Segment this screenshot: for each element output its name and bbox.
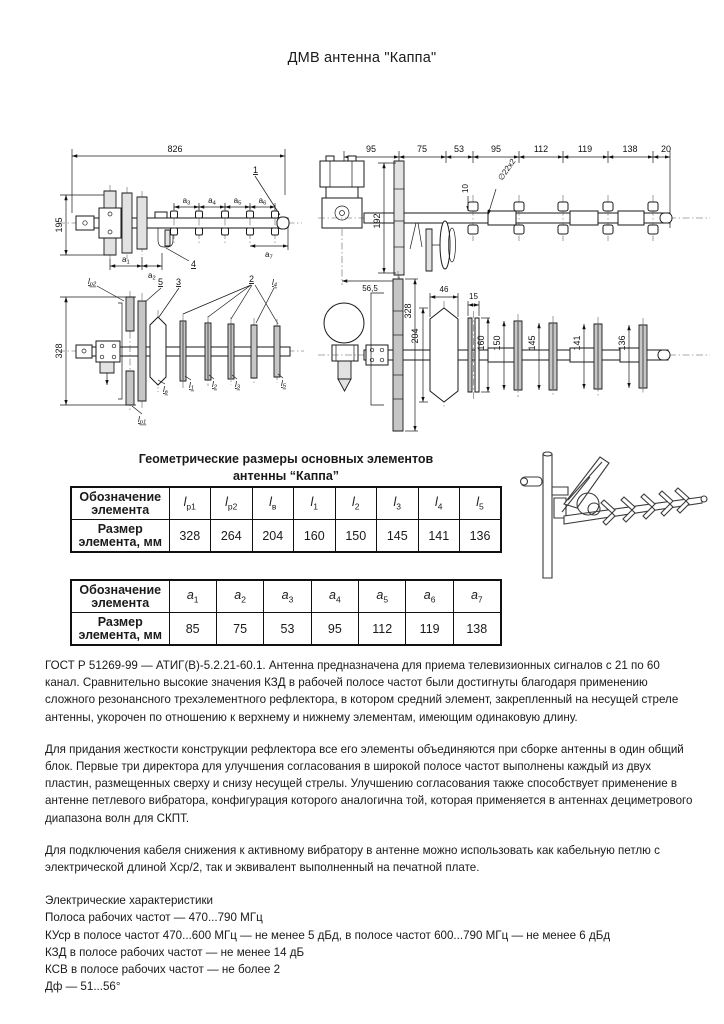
- callout-5: 5: [158, 277, 164, 287]
- dim-spacing: 75: [416, 144, 428, 154]
- element-symbol: $l_1$: [294, 487, 336, 520]
- label-l4: $l_4$: [272, 278, 278, 289]
- dim-length: 141: [572, 335, 582, 351]
- dim-a1-label: $а_1$: [122, 255, 130, 266]
- size-value: 328: [169, 520, 211, 553]
- antenna-perspective-sketch: [512, 440, 717, 585]
- size-value: 264: [211, 520, 253, 553]
- label-l5: $l_5$: [281, 379, 287, 390]
- label-lp2: $l_{р2}$: [88, 277, 97, 288]
- table-element-lengths: [70, 486, 502, 553]
- size-value: 160: [294, 520, 336, 553]
- element-symbol: $l_в$: [252, 487, 294, 520]
- table-element-spacings: [70, 579, 502, 646]
- dim-offset: 56,5: [362, 284, 378, 293]
- element-symbol: $l_3$: [377, 487, 419, 520]
- dim-reflector-height: 192: [372, 213, 382, 229]
- table-row: [71, 613, 501, 646]
- figure2-antenna-drawing: [318, 133, 716, 438]
- element-symbol: $а_4$: [311, 580, 358, 613]
- dim-length: 328: [403, 303, 413, 319]
- element-symbol: $а_3$: [264, 580, 311, 613]
- fig2-side-view: [318, 144, 710, 293]
- row-label: Размер элемента, мм: [71, 613, 169, 646]
- dim-spacing: 53: [453, 144, 465, 154]
- dim-spacing: 20: [660, 144, 672, 154]
- dim-a5-label: $а_5$: [233, 196, 242, 207]
- mast-clamp-plan: [96, 341, 120, 385]
- element-symbol: $а_6$: [406, 580, 453, 613]
- dim-spacing: 112: [533, 144, 549, 154]
- row-label: Размер элемента, мм: [71, 520, 169, 553]
- figure1-antenna-drawing: [52, 133, 322, 438]
- size-value: 95: [311, 613, 358, 646]
- dim-length: 204: [410, 328, 420, 344]
- dim-height: 195: [54, 217, 64, 233]
- table-row: [71, 520, 501, 553]
- page-title: ДМВ антенна "Каппа": [287, 50, 437, 66]
- size-value: 145: [377, 520, 419, 553]
- electrical-item: Полоса рабочих частот — 470...790 МГц: [45, 911, 263, 925]
- dim-vibrator-width: 46: [439, 285, 449, 294]
- label-l1: $l_1$: [189, 381, 195, 392]
- dim-tube: ∅22x2: [496, 157, 518, 183]
- vibrator-plan: [150, 310, 166, 392]
- size-value: 141: [418, 520, 460, 553]
- size-value: 150: [335, 520, 377, 553]
- element-symbol: $l_4$: [418, 487, 460, 520]
- mast-clamp-side: [320, 156, 364, 285]
- dim-length: 145: [527, 335, 537, 351]
- vibrator-plan-hex: [430, 301, 458, 409]
- dim-total-length: 826: [167, 144, 183, 154]
- split-director-plan: [468, 311, 479, 399]
- table-row: [71, 487, 501, 520]
- table-heading: [70, 451, 502, 485]
- paragraph-gost: ГОСТ Р 51269-99 — АТИГ(В)-5.2.21-60.1. Антенна предназначена для приема телевизионных сигналов с 21 по 60 канал. Сравнительно высокие значения КЗД в рабочей полосе частот были достигнуты благодаря применению сложного резонансного трехэлементного рефлектора, в котором средний элемент, закрепленный на несущей стреле антенны, укорочен по отношению к верхнему и нижнему элементам, имеющим одинаковую длину.: [45, 659, 679, 724]
- element-symbol: $а_5$: [359, 580, 406, 613]
- size-value: 85: [169, 613, 216, 646]
- paragraph-cable: Для подключения кабеля снижения к активному вибратору в антенне можно использовать как кабельную петлю с электрической длиной Хср/2, так и эквивалент выполненный на печатной плате.: [45, 843, 660, 875]
- callout-4: 4: [191, 259, 197, 269]
- element-symbol: $а_7$: [453, 580, 500, 613]
- dim-spacing: 138: [622, 144, 638, 154]
- paragraph-construction: Для придания жесткости конструкции рефлектора все его элементы объединяются при сборке антенны в один общий блок. Первые три директора для улучшения согласования в широкой полосе частот выполнены каждый из двух пластин, размещенных сверху и снизу несущей стрелы. Улучшению согласования также способствует применение в антенне петлевого вибратора, конфигурация которого аналогична той, которая применяется в антеннах дециметрового диапазона волн для СКПТ.: [45, 742, 693, 825]
- electrical-item: КУср в полосе частот 470...600 МГц — не менее 5 дБд, в полосе частот 600...790 МГц — не менее 6 дБд: [45, 928, 611, 942]
- element-symbol: $l_5$: [460, 487, 502, 520]
- sketch-lines: [521, 452, 708, 578]
- dim-a6-label: $а_6$: [258, 196, 267, 207]
- element-symbol: $l_{р2}$: [211, 487, 253, 520]
- size-value: 112: [359, 613, 406, 646]
- dim-plate-width: 10: [461, 184, 470, 193]
- electrical-item: Дф — 51...56°: [45, 980, 121, 994]
- dim-director-gap: 15: [469, 292, 478, 301]
- boom-clamp-plan: [366, 293, 388, 405]
- fig2-plan-view: [318, 271, 710, 433]
- size-value: 53: [264, 613, 311, 646]
- electrical-characteristics: [45, 892, 695, 995]
- dim-spacing: 119: [577, 144, 593, 154]
- dim-length: 136: [617, 335, 627, 351]
- reflector-plate-side: [394, 153, 404, 281]
- callout-1: 1: [253, 165, 259, 175]
- size-value: 204: [252, 520, 294, 553]
- element-symbol: $l_2$: [335, 487, 377, 520]
- reflector-plan: [393, 271, 403, 433]
- table-row: [71, 580, 501, 613]
- mast-plan: [324, 303, 364, 391]
- label-l2: $l_2$: [212, 380, 218, 391]
- dim-spacing: 95: [365, 144, 377, 154]
- size-value: 75: [216, 613, 263, 646]
- size-value: 119: [406, 613, 453, 646]
- dim-width: 328: [54, 343, 64, 359]
- label-lv: $l_в$: [163, 385, 168, 396]
- dim-length: 160: [476, 335, 486, 351]
- dim-a3-label: $а_3$: [182, 196, 191, 207]
- electrical-heading: Электрические характеристики: [45, 894, 213, 908]
- dim-spacing: 95: [490, 144, 502, 154]
- callout-3: 3: [176, 277, 182, 287]
- vibrator-side: [410, 221, 456, 271]
- row-label: Обозначение элемента: [71, 580, 169, 613]
- size-value: 138: [453, 613, 500, 646]
- dim-a7-label: $а_7$: [265, 250, 273, 261]
- dim-length: 150: [492, 335, 502, 351]
- element-symbol: $а_2$: [216, 580, 263, 613]
- callout-2: 2: [249, 274, 255, 284]
- size-value: 136: [460, 520, 502, 553]
- element-symbol: $l_{р1}$: [169, 487, 211, 520]
- mast-clamp: [99, 185, 121, 261]
- electrical-item: КЗД в полосе рабочих частот — не менее 14 дБ: [45, 945, 305, 959]
- dim-a4-label: $а_4$: [208, 196, 216, 207]
- dim-a2-label: $а_2$: [148, 271, 156, 282]
- body-text: [45, 657, 695, 995]
- label-lp1: $l_{р1}$: [138, 415, 147, 426]
- table-heading-line1: Геометрические размеры основных элементов: [138, 452, 434, 466]
- element-symbol: $а_1$: [169, 580, 216, 613]
- electrical-item: КСВ в полосе рабочих частот — не более 2: [45, 963, 281, 977]
- table-heading-line2: антенны “Каппа”: [232, 469, 340, 483]
- fig1-plan-view: [54, 291, 304, 426]
- row-label: Обозначение элемента: [71, 487, 169, 520]
- label-l3: $l_3$: [235, 380, 241, 391]
